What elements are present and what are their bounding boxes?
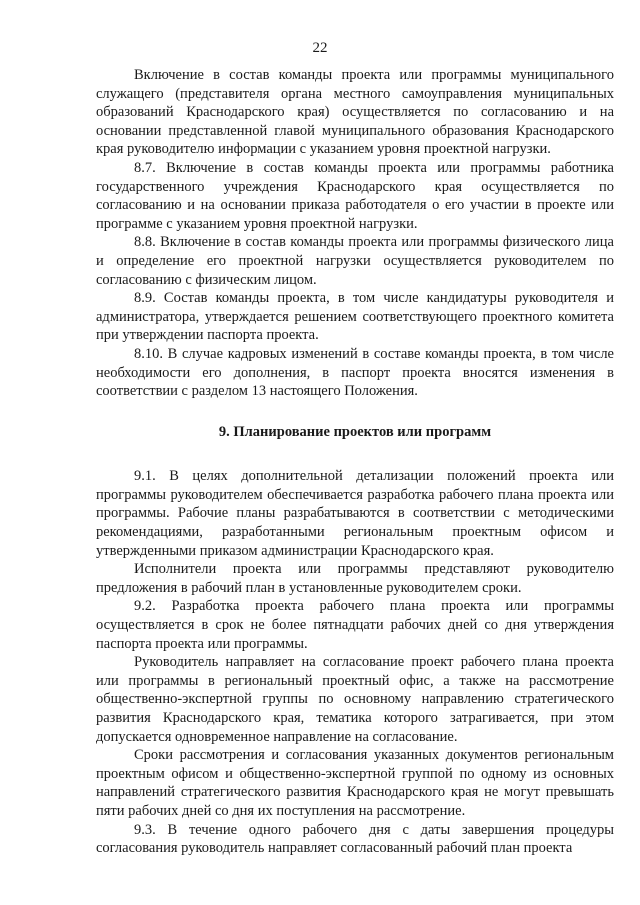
- paragraph: Сроки рассмотрения и согласования указанных документов региональным проектным офисом и общественно-экспертной группой по одному из основных направлений стратегического развития Краснодарского края не могут превышать пяти рабочих дней со дня их поступления на рассмотрение.: [96, 747, 614, 819]
- paragraph: 9.1. В целях дополнительной детализации положений проекта или программы руководителем обеспечивается разработка рабочего плана проекта или программы. Рабочие планы разрабатываются в соответствии с методическими рекомендациями, разработанными региональным проектным офисом и утвержденными приказом администрации Краснодарского края.: [96, 468, 614, 559]
- paragraph: Руководитель направляет на согласование проект рабочего плана проекта или программы в региональный проектный офис, а также на рассмотрение общественно-экспертной группы по основному направлению стратегического развития Краснодарского края, тематика которого затрагивается, при этом допускается одновременное направление на согласование.: [96, 654, 614, 745]
- page-number: 22: [312, 40, 328, 56]
- document-body: [96, 66, 614, 858]
- paragraph: 9.2. Разработка проекта рабочего плана проекта или программы осуществляется в срок не более пятнадцати рабочих дней со дня утверждения паспорта проекта или программы.: [96, 598, 614, 652]
- paragraph: 8.9. Состав команды проекта, в том числе кандидатуры руководителя и администратора, утверждается решением соответствующего проектного комитета при утверждении паспорта проекта.: [96, 290, 614, 344]
- paragraph: 9.3. В течение одного рабочего дня с даты завершения процедуры согласования руководитель направляет согласованный рабочий план проекта: [96, 821, 614, 857]
- paragraph: 8.7. Включение в состав команды проекта или программы работника государственного учреждения Краснодарского края осуществляется по согласованию и на основании приказа работодателя о его участии в проекте или программе с указанием уровня проектной нагрузки.: [96, 159, 614, 232]
- paragraph: Исполнители проекта или программы представляют руководителю предложения в рабочий план в установленные руководителем сроки.: [96, 561, 614, 596]
- paragraph: Включение в состав команды проекта или программы муниципального служащего (представителя органа местного самоуправления муниципальных образований Краснодарского края) осуществляется по согласованию и на основании представленной главой муниципального образования Краснодарского края руководителю информации с указанием уровня проектной нагрузки.: [96, 67, 614, 158]
- paragraph: 8.8. Включение в состав команды проекта или программы физического лица и определение его проектной нагрузки осуществляется руководителем по согласованию с физическим лицом.: [96, 234, 614, 288]
- section-heading: 9. Планирование проектов или программ: [218, 423, 492, 440]
- paragraph: 8.10. В случае кадровых изменений в составе команды проекта, в том числе необходимости его дополнения, в паспорт проекта вносятся изменения в соответствии с разделом 13 настоящего Положения.: [96, 345, 614, 400]
